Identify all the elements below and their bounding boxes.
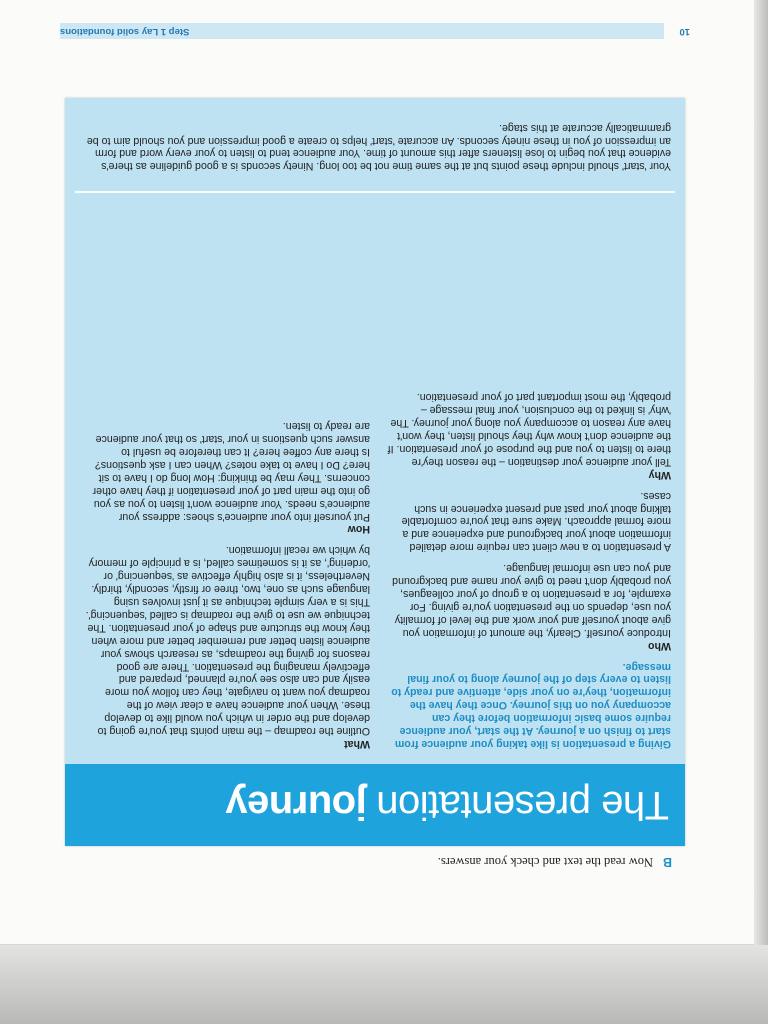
scanner-bed <box>0 945 768 1024</box>
reading-panel <box>65 98 685 846</box>
intro-paragraph: Giving a presentation is like taking your audience from start to finish on a journey. At the start, your audience require some basic information before they can accompany you on this journey. Once they have the information, they're on your side, attentive and ready to listen to every step of the journey along to your final message. <box>391 660 671 750</box>
who-paragraph-2: A presentation to a new client can require more detailed information about your background and experience and a more formal approach. Make sure that you're comfortable talking about your past and present experience in such cases. <box>401 489 671 554</box>
who-heading: Who <box>648 639 671 652</box>
instruction-text: Now read the text and check your answers. <box>437 855 653 869</box>
right-column <box>85 411 370 750</box>
closing-paragraph: Your 'start' should include these points but at the same time not be too long. Ninety seconds is a good guideline as there's evidence that you begin to lose listeners after this amount of time. Your audience tend to listen to your every word and form an impression of you in these ninety seconds. An accurate 'start' helps to create a good impression and you should aim to be grammatically accurate at this stage. <box>86 121 671 173</box>
page-number: 10 <box>679 26 690 37</box>
exercise-instruction <box>72 854 672 869</box>
page-edge-shadow <box>754 0 768 960</box>
who-paragraph-1: Introduce yourself. Clearly, the amount of information you give about yourself and your work and the level of formality you use, depends on the presentation you're giving. For example, for a presentation to a group of your colleagues, you probably don't need to give your name and background and you can use informal language. <box>392 562 671 639</box>
title-light: The presentation <box>376 783 669 828</box>
how-paragraph: Put yourself into your audience's shoes: address your audience's needs. Your audience won't listen to you as you go into the main part of your presentation if they have other concerns. They may be thinking: How long do I have to sit here? Do I have to take notes? When can I ask questions? Is there any coffee here? It can therefore be useful to answer such questions in your 'start' so that your audience are ready to listen. <box>92 420 370 523</box>
title-banner <box>65 764 685 846</box>
title-bold: journey <box>225 783 367 828</box>
why-paragraph: Tell your audience your destination – the reason they're there to listen to you and the purpose of your presentation. If the audience don't know why they should listen, they won't have any reason to accompany you along your journey. The 'why' is linked to the conclusion, your final message – probably, the most important part of your presentation. <box>387 391 671 468</box>
what-heading: What <box>344 738 370 750</box>
why-heading: Why <box>648 468 671 481</box>
exercise-letter: B <box>662 855 672 869</box>
left-column <box>386 382 671 750</box>
section-divider <box>75 191 675 193</box>
how-heading: How <box>347 523 370 536</box>
what-paragraph: Outline the roadmap – the main points that you're going to develop and the order in which you would like to develop these. When your audience have a clear view of the roadmap you want to navigate, they can follow you more easily and can also see you're planned, prepared and effectively managing the presentation. There are good reasons for giving the roadmaps, as research shows your audience listen better and remember better and more when they know the structure and shape of your presentation. The technique we use to give the roadmap is called 'sequencing'. This is a very simple technique as it just involves using language such as one, two, three or firstly, secondly, thirdly. Nevertheless, it is also highly effective as 'sequencing' or 'ordering', as it is sometimes called, is a principle of memory by which we recall information. <box>85 544 370 738</box>
step-label: Step 1 Lay solid foundations <box>60 26 190 37</box>
page-footer <box>60 21 690 39</box>
